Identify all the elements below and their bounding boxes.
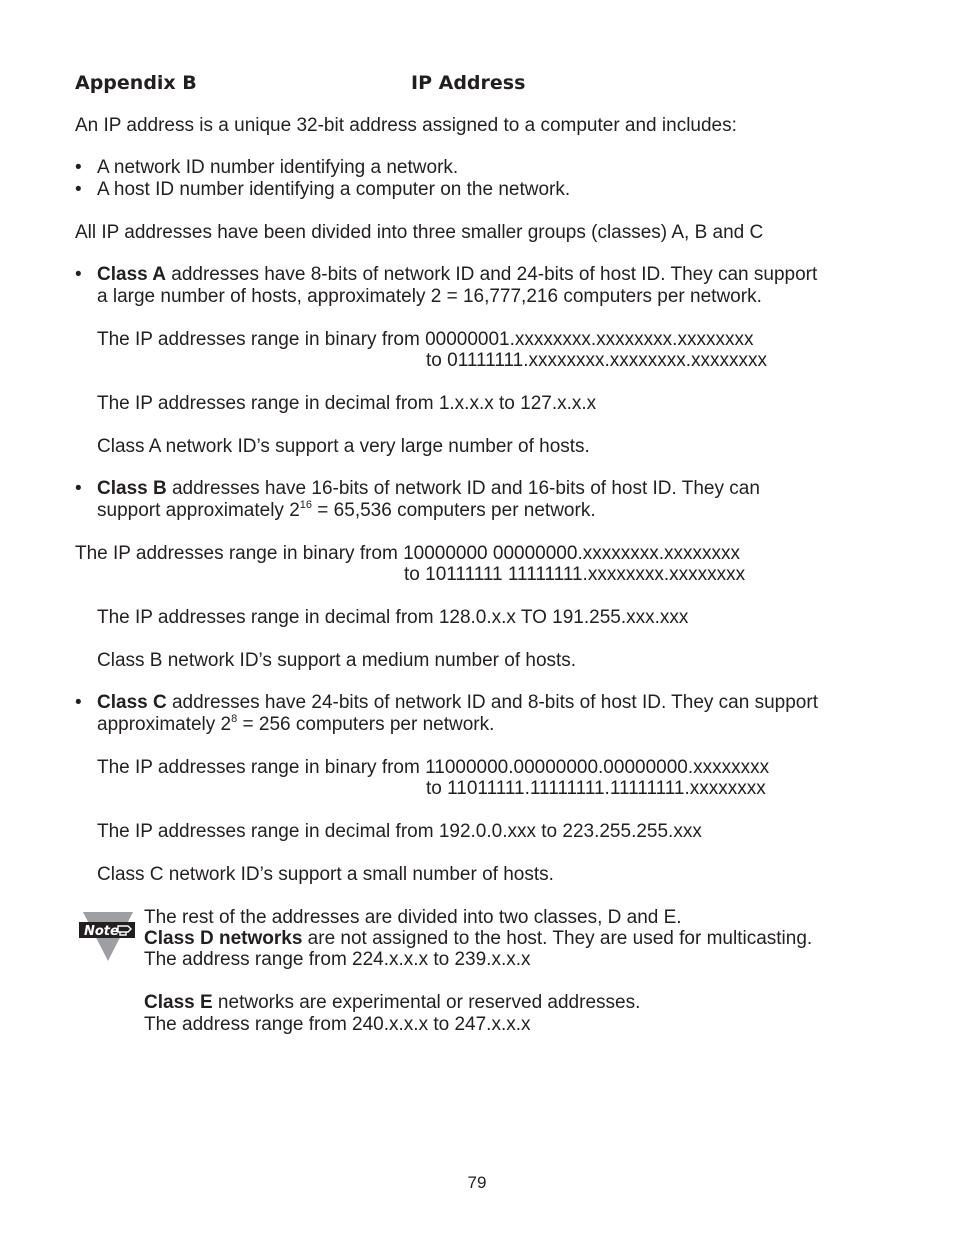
class-b-description: Class B addresses have 16-bits of network ID and 16-bits of host ID. They can [97, 478, 760, 499]
class-c-decimal-range: The IP addresses range in decimal from 192.0.0.xxx to 223.255.255.xxx [97, 821, 702, 842]
appendix-label: Appendix B [75, 72, 197, 94]
class-a-binary-to: to 01111111.xxxxxxxx.xxxxxxxx.xxxxxxxx [426, 350, 768, 371]
class-a-name: Class A [97, 264, 166, 285]
groups-paragraph: All IP addresses have been divided into three smaller groups (classes) A, B and C [75, 222, 764, 243]
class-c-support: Class C network ID’s support a small number of hosts. [97, 864, 554, 885]
note-icon-label: Note [84, 924, 119, 939]
class-b-binary-from: The IP addresses range in binary from 10000000 00000000.xxxxxxxx.xxxxxxxx [75, 543, 740, 564]
bullet-marker: • [75, 264, 82, 285]
note-icon [78, 909, 136, 963]
class-d-range: The address range from 224.x.x.x to 239.x.x.x [144, 949, 531, 970]
intro-paragraph: An IP address is a unique 32-bit address assigned to a computer and includes: [75, 115, 737, 136]
page-number: 79 [467, 1173, 487, 1192]
class-a-support: Class A network ID’s support a very large number of hosts. [97, 436, 590, 457]
class-d-name: Class D networks [144, 928, 303, 949]
bullet-marker: • [75, 692, 82, 713]
class-a-description: Class A addresses have 8-bits of network ID and 24-bits of host ID. They can support [97, 264, 818, 285]
class-b-decimal-range: The IP addresses range in decimal from 128.0.x.x TO 191.255.xxx.xxx [97, 607, 689, 628]
class-c-binary-from: The IP addresses range in binary from 11000000.00000000.00000000.xxxxxxxx [97, 757, 770, 778]
list-item: A network ID number identifying a network. [97, 157, 459, 178]
bullet-marker: • [75, 179, 82, 200]
class-b-binary-to: to 10111111 11111111.xxxxxxxx.xxxxxxxx [404, 564, 746, 585]
class-e-description: Class E networks are experimental or reserved addresses. [144, 992, 641, 1013]
class-a-decimal-range: The IP addresses range in decimal from 1.x.x.x to 127.x.x.x [97, 393, 597, 414]
note-intro: The rest of the addresses are divided into two classes, D and E. [144, 907, 682, 928]
bullet-marker: • [75, 478, 82, 499]
class-a-description-cont: a large number of hosts, approximately 2 = 16,777,216 computers per network. [97, 286, 762, 307]
class-e-range: The address range from 240.x.x.x to 247.x.x.x [144, 1014, 531, 1035]
class-b-support: Class B network ID’s support a medium number of hosts. [97, 650, 577, 671]
class-c-binary-to: to 11011111.11111111.11111111.xxxxxxxx [426, 778, 766, 799]
class-b-exponent: 16 [299, 498, 313, 511]
class-c-description: Class C addresses have 24-bits of network ID and 8-bits of host ID. They can support [97, 692, 818, 713]
class-c-name: Class C [97, 692, 167, 713]
class-c-description-cont: approximately $2^8 = 256$ computers per network. [97, 712, 495, 735]
class-e-name: Class E [144, 992, 213, 1013]
class-d-description: Class D networks are not assigned to the host. They are used for multicasting. [144, 928, 813, 949]
bullet-marker: • [75, 157, 82, 178]
class-b-name: Class B [97, 478, 167, 499]
class-c-exponent: 8 [231, 712, 238, 725]
class-b-description-cont: support approximately $2^{16} = 65,536$ computers per network. [97, 498, 596, 521]
list-item: A host ID number identifying a computer on the network. [97, 179, 571, 200]
page-title: IP Address [411, 72, 526, 94]
class-a-binary-from: The IP addresses range in binary from 00000001.xxxxxxxx.xxxxxxxx.xxxxxxxx [97, 329, 754, 350]
